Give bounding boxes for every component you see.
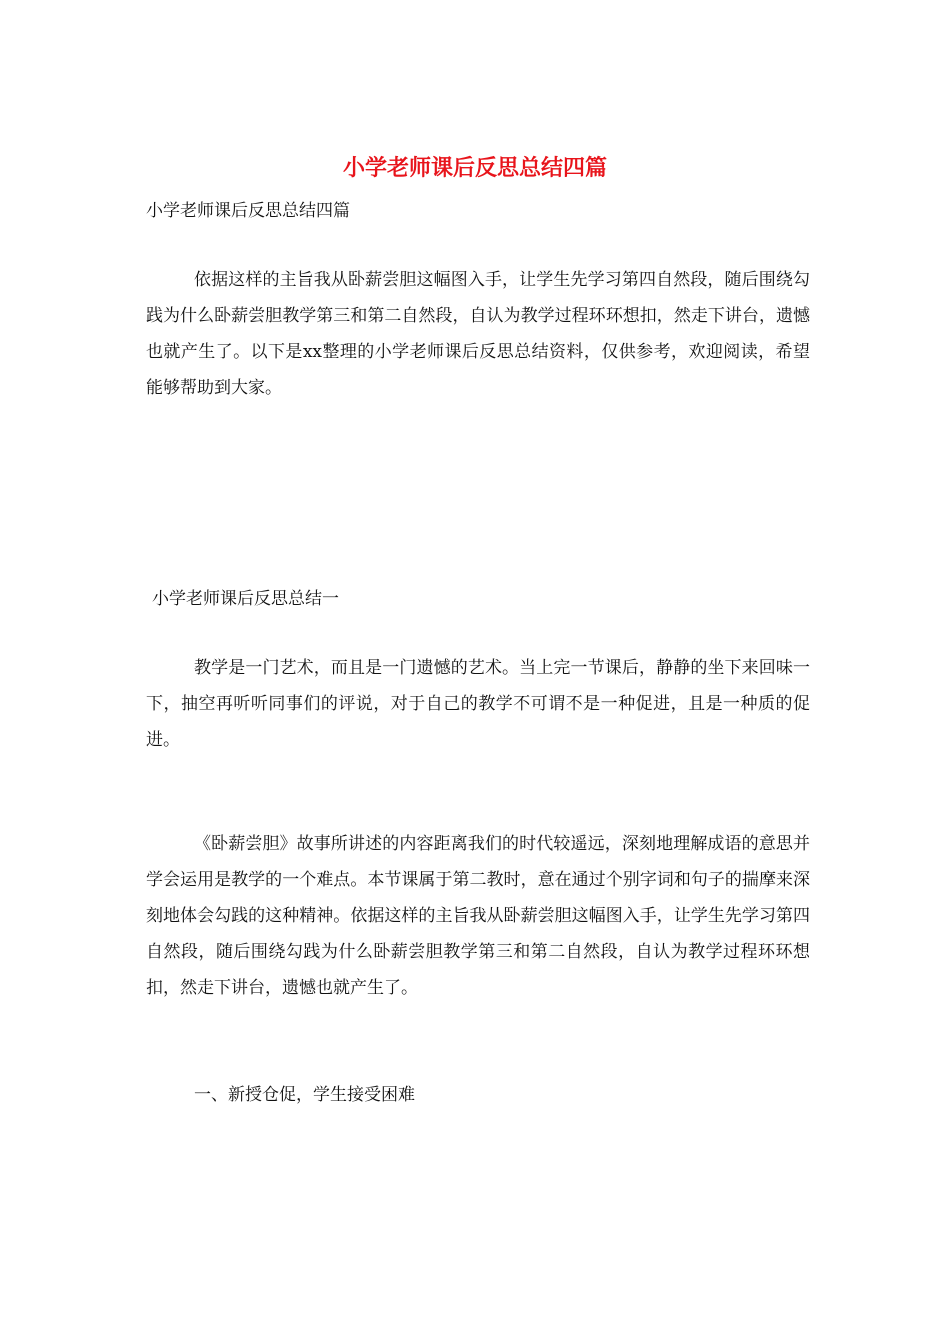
point-heading: 一、新授仓促，学生接受困难 xyxy=(194,1085,415,1105)
document-title: 小学老师课后反思总结四篇 xyxy=(342,155,607,181)
section-paragraph-2: 《卧薪尝胆》故事所讲述的内容距离我们的时代较遥远，深刻地理解成语的意思并学会运用是教学的一个难点。本节课属于第二教时，意在通过个别字词和句子的揣摩来深刻地体会勾践的这种精神。依据这样的主旨我从卧薪尝胆这幅图入手，让学生先学习第四自然段，随后围绕勾践为什么卧薪尝胆教学第三和第二自然段，自认为教学过程环环想扣，然走下讲台，遗憾也就产生了。 xyxy=(146,834,810,998)
section-paragraph-1: 教学是一门艺术，而且是一门遗憾的艺术。当上完一节课后，静静的坐下来回味一下，抽空再听听同事们的评说，对于自己的教学不可谓不是一种促进，且是一种质的促进。 xyxy=(146,658,810,750)
section-heading: 小学老师课后反思总结一 xyxy=(152,589,339,609)
document-subtitle: 小学老师课后反思总结四篇 xyxy=(146,201,350,221)
intro-paragraph: 依据这样的主旨我从卧薪尝胆这幅图入手，让学生先学习第四自然段，随后围绕勾践为什么卧薪尝胆教学第三和第二自然段，自认为教学过程环环想扣，然走下讲台，遗憾也就产生了。以下是xx整理的小学老师课后反思总结资料，仅供参考，欢迎阅读，希望能够帮助到大家。 xyxy=(146,270,810,398)
